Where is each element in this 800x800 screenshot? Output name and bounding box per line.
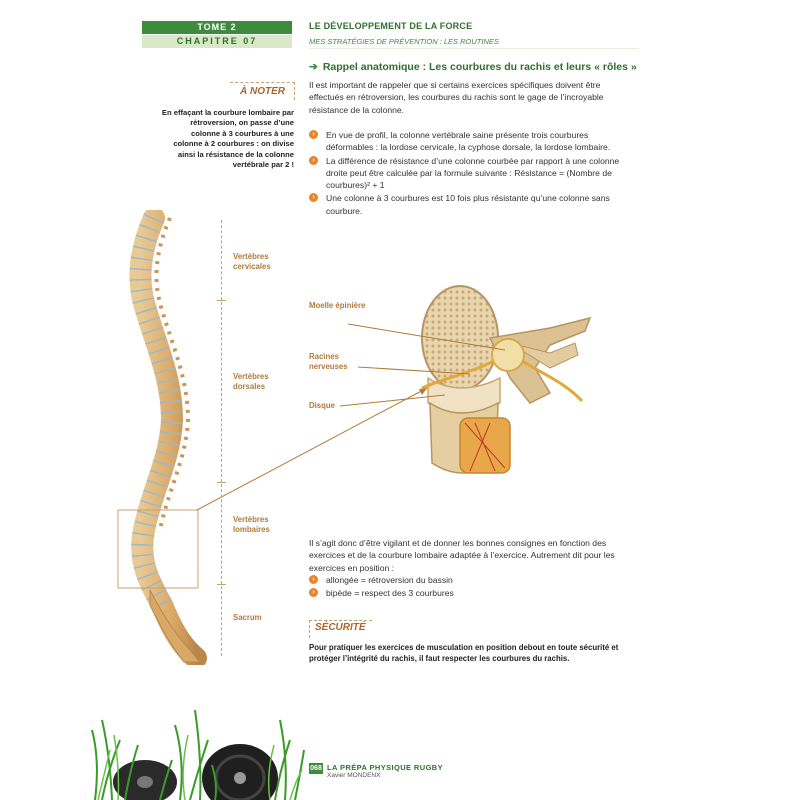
list-item: › allongée = rétroversion du bassin	[309, 574, 627, 586]
tome-tag: TOME 2	[142, 21, 292, 34]
bracket-tick	[217, 482, 226, 483]
footer-book-title: LA PRÉPA PHYSIQUE RUGBY	[327, 763, 444, 772]
sacrum-bracket	[221, 586, 222, 656]
label-moelle: Moelle épinière	[309, 301, 366, 310]
chevron-right-icon: ›	[309, 130, 318, 139]
section-subtitle: MES STRATÉGIES DE PRÉVENTION : LES ROUTINES	[309, 37, 499, 46]
label-leader-lines	[340, 300, 520, 420]
page-number: 068	[310, 765, 322, 772]
arrow-right-icon: ➔	[309, 61, 318, 73]
conclusion-bullet-list	[309, 574, 627, 601]
chevron-right-icon: ›	[309, 156, 318, 165]
lumbar-bracket	[221, 484, 222, 584]
weight-plate-hub	[234, 772, 246, 784]
label-lombaires: Vertèbres lombaires	[233, 515, 270, 534]
a-noter-title: À NOTER	[240, 86, 285, 97]
list-item: › bipède = respect des 3 courbures	[309, 587, 627, 599]
list-item: › Une colonne à 3 courbures est 10 fois plus résistante qu’une colonne sans courbure.	[309, 192, 627, 217]
cervical-bracket	[221, 220, 222, 300]
a-noter-text: En effaçant la courbure lombaire par rétroversion, on passe d’une colonne à 3 courbures à une colonne à 2 courbures : on divise ainsi la résistance de la colonne vertébrale par 2 !	[161, 108, 294, 170]
label-dorsales: Vertèbres dorsales	[233, 372, 269, 391]
bracket-tick	[217, 584, 226, 585]
conclusion-text: Il s’agit donc d’être vigilant et de donner les bonnes consignes en fonction des exercices et de la courbure lombaire adaptée à l’exercice. Autrement dit pour les exercices en position :	[309, 538, 615, 573]
list-item: › En vue de profil, la colonne vertébrale saine présente trois courbures déformables : la lordose cervicale, la cyphose dorsale, la lordose lombaire.	[309, 129, 627, 154]
chevron-right-icon: ›	[309, 193, 318, 202]
label-disque: Disque	[309, 401, 335, 410]
header-divider	[309, 48, 639, 49]
footer-author: Xavier MONDENX	[327, 772, 381, 779]
rappel-bullet-list	[309, 129, 627, 218]
chevron-right-icon: ›	[309, 588, 318, 597]
section-title: LE DÉVELOPPEMENT DE LA FORCE	[309, 21, 473, 31]
list-item: › La différence de résistance d’une colonne courbée par rapport à une colonne droite peut être calculée par la formule suivante : Résistance = (Nombre de courbures)² + 1	[309, 155, 627, 192]
chapter-tag: CHAPITRE 07	[142, 35, 292, 48]
weight-plate-hub	[137, 776, 153, 788]
rappel-heading	[309, 61, 637, 73]
securite-text: Pour pratiquer les exercices de musculation en position debout en toute sécurité et protéger l’intégrité du rachis, il faut respecter les courbures du rachis.	[309, 643, 619, 663]
chevron-right-icon: ›	[309, 575, 318, 584]
rappel-title: Rappel anatomique : Les courbures du rachis et leurs « rôles »	[322, 61, 637, 73]
dorsal-bracket	[221, 302, 222, 482]
bracket-tick	[217, 300, 226, 301]
grass-dumbbell-illustration	[90, 700, 305, 800]
label-cervicales: Vertèbres cervicales	[233, 252, 271, 271]
label-racines: Racines nerveuses	[309, 352, 348, 371]
securite-title: SÉCURITÉ	[315, 622, 366, 633]
label-sacrum: Sacrum	[233, 613, 262, 622]
rappel-intro: Il est important de rappeler que si certains exercices spécifiques doivent être effectués en rétroversion, les courbures du rachis sont le gage de l’incroyable résistance de la colonne.	[309, 80, 604, 115]
